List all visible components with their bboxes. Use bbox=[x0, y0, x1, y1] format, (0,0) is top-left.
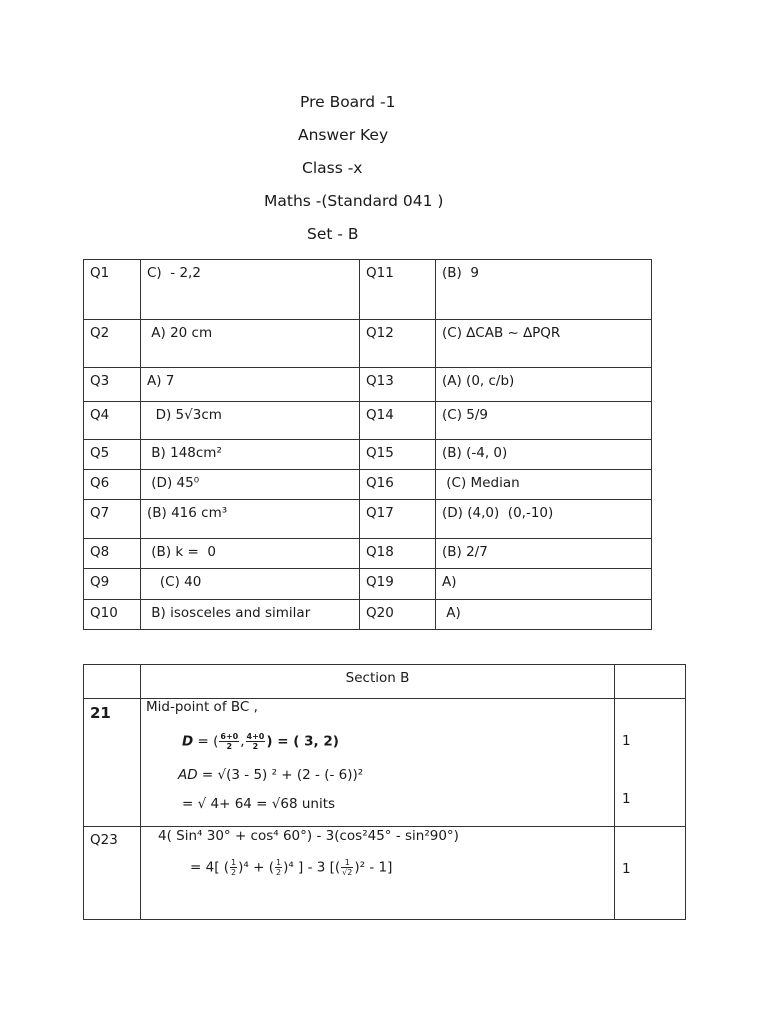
answer-text: (C) Median bbox=[436, 470, 652, 500]
q21-d-result: ) = ( 3, 2) bbox=[266, 733, 339, 750]
question-number: Q7 bbox=[84, 500, 141, 539]
answer-text: (B) 2/7 bbox=[436, 539, 652, 569]
q21-marks bbox=[615, 699, 686, 827]
answer-text: B) isosceles and similar bbox=[141, 600, 360, 630]
answer-text: A) bbox=[436, 600, 652, 630]
q23-f1-den: 2 bbox=[231, 868, 237, 877]
q23-line-expression: 4( Sin⁴ 30° + cos⁴ 60°) - 3(cos²45° - sin²90°) bbox=[158, 828, 459, 844]
answer-row bbox=[84, 320, 652, 368]
section-b-marks-header bbox=[615, 665, 686, 699]
answer-text: C) - 2,2 bbox=[141, 260, 360, 320]
q21-d-eq: = ( bbox=[193, 733, 219, 750]
answer-text: (A) (0, c/b) bbox=[436, 368, 652, 402]
question-number: Q2 bbox=[84, 320, 141, 368]
question-number: Q12 bbox=[360, 320, 436, 368]
answer-text: (C) 40 bbox=[141, 569, 360, 600]
q21-line-midpoint: Mid-point of BC , bbox=[146, 699, 258, 715]
answer-table bbox=[83, 259, 652, 630]
question-number: Q16 bbox=[360, 470, 436, 500]
answer-text: (C) 5/9 bbox=[436, 402, 652, 440]
q21-f2-num: 4+0 bbox=[246, 732, 265, 741]
answer-row bbox=[84, 470, 652, 500]
q23-line-step bbox=[190, 858, 392, 877]
q21-fraction-1 bbox=[219, 732, 239, 751]
q21-mark-1: 1 bbox=[622, 733, 631, 749]
q23-step-mid1: )⁴ + ( bbox=[238, 859, 274, 876]
answer-text: (B) k = 0 bbox=[141, 539, 360, 569]
question-number: Q17 bbox=[360, 500, 436, 539]
answer-row bbox=[84, 500, 652, 539]
question-number: Q13 bbox=[360, 368, 436, 402]
question-number: Q14 bbox=[360, 402, 436, 440]
question-number: Q11 bbox=[360, 260, 436, 320]
q23-f3-num: 1 bbox=[341, 858, 353, 868]
answer-text: (B) 9 bbox=[436, 260, 652, 320]
answer-text: (B) 416 cm³ bbox=[141, 500, 360, 539]
set-label: Set - B bbox=[307, 225, 359, 243]
answer-row bbox=[84, 539, 652, 569]
q23-mark-1: 1 bbox=[622, 861, 631, 877]
question-number: Q6 bbox=[84, 470, 141, 500]
q23-f1-num: 1 bbox=[231, 858, 237, 867]
answer-text: A) 7 bbox=[141, 368, 360, 402]
answer-row bbox=[84, 260, 652, 320]
answer-row bbox=[84, 368, 652, 402]
class-label: Class -x bbox=[302, 159, 363, 177]
answer-row bbox=[84, 600, 652, 630]
answer-text: (C) ∆CAB ~ ∆PQR bbox=[436, 320, 652, 368]
q21-number: 21 bbox=[84, 699, 141, 827]
section-b-title: Section B bbox=[140, 665, 614, 699]
q21-fraction-2 bbox=[246, 732, 266, 751]
question-number: Q3 bbox=[84, 368, 141, 402]
answer-text: (B) (-4, 0) bbox=[436, 440, 652, 470]
section-b-blank-cell bbox=[84, 665, 141, 699]
question-number: Q1 bbox=[84, 260, 141, 320]
answer-text: (D) 45⁰ bbox=[141, 470, 360, 500]
q23-fraction-1 bbox=[230, 858, 237, 877]
q23-f2-den: 2 bbox=[275, 868, 282, 877]
q21-f1-den: 2 bbox=[226, 742, 233, 751]
answer-text: B) 148cm² bbox=[141, 440, 360, 470]
question-number: Q19 bbox=[360, 569, 436, 600]
q21-mark-2: 1 bbox=[622, 791, 631, 807]
question-number: Q9 bbox=[84, 569, 141, 600]
question-number: Q15 bbox=[360, 440, 436, 470]
q23-step-pre: = 4[ ( bbox=[190, 859, 230, 876]
q21-line-ad bbox=[178, 767, 363, 783]
q23-step-mid2: )⁴ ] - 3 [( bbox=[283, 859, 341, 876]
answer-row bbox=[84, 440, 652, 470]
answer-text: D) 5√3cm bbox=[141, 402, 360, 440]
answer-row bbox=[84, 569, 652, 600]
question-number: Q18 bbox=[360, 539, 436, 569]
q23-fraction-2 bbox=[275, 858, 282, 877]
q21-ad-label: AD bbox=[178, 767, 198, 783]
answer-text: A) 20 cm bbox=[141, 320, 360, 368]
answer-text: (D) (4,0) (0,-10) bbox=[436, 500, 652, 539]
q23-f2-num: 1 bbox=[275, 858, 282, 867]
q23-number: Q23 bbox=[84, 827, 141, 920]
q23-f3-den: √2 bbox=[342, 868, 353, 877]
q21-ad-expr: = √(3 - 5) ² + (2 - (- 6))² bbox=[197, 767, 364, 783]
question-number: Q20 bbox=[360, 600, 436, 630]
q21-f1-num: 6+0 bbox=[220, 732, 239, 741]
q21-f2-den: 2 bbox=[252, 742, 259, 751]
answer-text: A) bbox=[436, 569, 652, 600]
question-number: Q5 bbox=[84, 440, 141, 470]
q23-fraction-3 bbox=[341, 858, 353, 877]
subject-label: Maths -(Standard 041 ) bbox=[264, 192, 444, 210]
doc-title: Pre Board -1 bbox=[300, 93, 396, 111]
question-number: Q4 bbox=[84, 402, 141, 440]
answer-row bbox=[84, 402, 652, 440]
q21-line-result: = √ 4+ 64 = √68 units bbox=[182, 796, 336, 812]
question-number: Q8 bbox=[84, 539, 141, 569]
q23-step-end: )² - 1] bbox=[354, 859, 393, 876]
q21-d-label: D bbox=[182, 733, 194, 750]
doc-subtitle: Answer Key bbox=[298, 126, 389, 144]
q21-line-d: D = ( $\frac{6+0}{2}$ , $\frac{4+0}{2}$ ) = ( 3, 2) bbox=[182, 732, 339, 751]
question-number: Q10 bbox=[84, 600, 141, 630]
